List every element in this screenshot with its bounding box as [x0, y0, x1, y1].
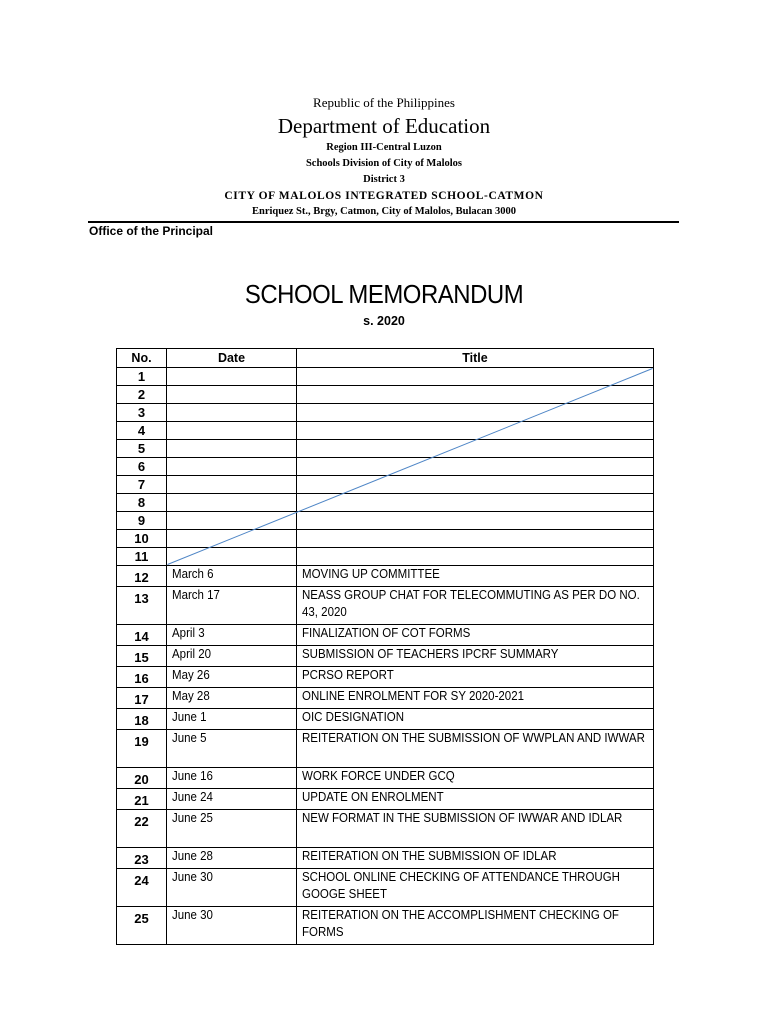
row-title	[297, 730, 654, 768]
row-date-text: June 25	[172, 811, 213, 825]
row-title-text: ONLINE ENROLMENT FOR SY 2020-2021	[302, 689, 524, 703]
table-row	[117, 587, 654, 625]
row-number: 1	[117, 368, 167, 386]
row-date	[167, 494, 297, 512]
row-date	[167, 404, 297, 422]
table-row	[117, 476, 654, 494]
row-number: 21	[117, 789, 167, 810]
row-date	[167, 907, 297, 945]
row-title	[297, 530, 654, 548]
table-row	[117, 907, 654, 945]
row-title	[297, 368, 654, 386]
header-no: No.	[117, 349, 167, 368]
row-date	[167, 458, 297, 476]
row-title-text: NEASS GROUP CHAT FOR TELECOMMUTING AS PER DO NO. 43, 2020	[302, 588, 640, 619]
row-date	[167, 789, 297, 810]
row-title-text: UPDATE ON ENROLMENT	[302, 790, 444, 804]
table-row	[117, 688, 654, 709]
row-date	[167, 422, 297, 440]
table-row	[117, 530, 654, 548]
row-date	[167, 476, 297, 494]
division-line: Schools Division of City of Malolos	[305, 158, 463, 169]
row-title-text: WORK FORCE UNDER GCQ	[302, 769, 455, 783]
row-title	[297, 810, 654, 848]
school-name: CITY OF MALOLOS INTEGRATED SCHOOL-CATMON	[224, 190, 544, 202]
row-title	[297, 667, 654, 688]
row-number: 22	[117, 810, 167, 848]
row-date	[167, 548, 297, 566]
row-title	[297, 440, 654, 458]
table-row	[117, 548, 654, 566]
row-title	[297, 458, 654, 476]
row-title	[297, 566, 654, 587]
row-number: 18	[117, 709, 167, 730]
row-number: 19	[117, 730, 167, 768]
row-title-text: FINALIZATION OF COT FORMS	[302, 626, 471, 640]
row-title	[297, 688, 654, 709]
table-row	[117, 404, 654, 422]
table-row	[117, 440, 654, 458]
row-number: 4	[117, 422, 167, 440]
row-date	[167, 368, 297, 386]
district-line: District 3	[363, 174, 405, 185]
row-date	[167, 646, 297, 667]
row-date	[167, 810, 297, 848]
table-row	[117, 368, 654, 386]
row-date	[167, 625, 297, 646]
row-date	[167, 768, 297, 789]
row-title-text: SCHOOL ONLINE CHECKING OF ATTENDANCE THROUGH GOOGE SHEET	[302, 870, 621, 901]
row-date	[167, 512, 297, 530]
table-row	[117, 386, 654, 404]
department-title: Department of Education	[277, 114, 491, 138]
row-number: 17	[117, 688, 167, 709]
row-date	[167, 587, 297, 625]
row-date-text: April 3	[172, 626, 205, 640]
row-title-text: OIC DESIGNATION	[302, 710, 405, 724]
row-title	[297, 548, 654, 566]
table-row	[117, 566, 654, 587]
row-date	[167, 566, 297, 587]
table-body	[117, 368, 654, 945]
row-title	[297, 907, 654, 945]
row-number: 13	[117, 587, 167, 625]
row-date-text: June 28	[172, 849, 213, 863]
row-date-text: June 24	[172, 790, 213, 804]
row-date	[167, 667, 297, 688]
row-title	[297, 789, 654, 810]
school-address: Enriquez St., Brgy, Catmon, City of Malolos, Bulacan 3000	[252, 206, 516, 217]
row-title	[297, 709, 654, 730]
row-number: 7	[117, 476, 167, 494]
row-date	[167, 730, 297, 768]
table-row	[117, 869, 654, 907]
row-date-text: June 30	[172, 870, 213, 884]
row-date	[167, 386, 297, 404]
row-title-text: MOVING UP COMMITTEE	[302, 567, 440, 581]
row-number: 8	[117, 494, 167, 512]
row-title-text: REITERATION ON THE ACCOMPLISHMENT CHECKING OF FORMS	[302, 908, 619, 939]
row-title	[297, 646, 654, 667]
row-date-text: March 6	[172, 567, 214, 581]
row-date-text: May 28	[172, 689, 210, 703]
row-number: 20	[117, 768, 167, 789]
row-number: 2	[117, 386, 167, 404]
row-date	[167, 688, 297, 709]
row-date	[167, 869, 297, 907]
table-row	[117, 848, 654, 869]
row-number: 14	[117, 625, 167, 646]
table-row	[117, 494, 654, 512]
row-title-text: REITERATION ON THE SUBMISSION OF WWPLAN AND IWWAR	[302, 731, 645, 745]
row-date	[167, 440, 297, 458]
row-title-text: SUBMISSION OF TEACHERS IPCRF SUMMARY	[302, 647, 559, 661]
row-date-text: March 17	[172, 588, 220, 602]
row-number: 12	[117, 566, 167, 587]
row-number: 3	[117, 404, 167, 422]
header-title: Title	[297, 349, 654, 368]
row-number: 16	[117, 667, 167, 688]
row-number: 10	[117, 530, 167, 548]
table-row	[117, 810, 654, 848]
row-date-text: June 5	[172, 731, 207, 745]
row-title-text: NEW FORMAT IN THE SUBMISSION OF IWWAR AND IDLAR	[302, 811, 623, 825]
memo-table-wrapper	[116, 348, 653, 945]
row-number: 5	[117, 440, 167, 458]
office-label: Office of the Principal	[89, 224, 214, 238]
row-title	[297, 848, 654, 869]
row-number: 11	[117, 548, 167, 566]
row-number: 9	[117, 512, 167, 530]
row-date	[167, 530, 297, 548]
memo-table	[116, 348, 654, 945]
table-row	[117, 730, 654, 768]
header-date: Date	[167, 349, 297, 368]
table-row	[117, 709, 654, 730]
row-date-text: April 20	[172, 647, 211, 661]
row-date-text: June 30	[172, 908, 213, 922]
header-divider	[88, 221, 679, 223]
row-title	[297, 422, 654, 440]
table-row	[117, 768, 654, 789]
table-row	[117, 667, 654, 688]
row-number: 24	[117, 869, 167, 907]
row-date	[167, 709, 297, 730]
memo-title: SCHOOL MEMORANDUM	[244, 279, 524, 309]
row-date	[167, 848, 297, 869]
row-title	[297, 386, 654, 404]
row-title	[297, 404, 654, 422]
row-title	[297, 768, 654, 789]
row-title-text: REITERATION ON THE SUBMISSION OF IDLAR	[302, 849, 557, 863]
row-title	[297, 869, 654, 907]
memo-series: s. 2020	[363, 314, 405, 328]
row-title-text: PCRSO REPORT	[302, 668, 394, 682]
table-row	[117, 625, 654, 646]
row-number: 25	[117, 907, 167, 945]
row-title	[297, 512, 654, 530]
row-date-text: May 26	[172, 668, 210, 682]
table-header-row	[117, 349, 654, 368]
table-row	[117, 422, 654, 440]
row-number: 23	[117, 848, 167, 869]
row-date-text: June 16	[172, 769, 213, 783]
table-row	[117, 458, 654, 476]
table-row	[117, 512, 654, 530]
row-date-text: June 1	[172, 710, 207, 724]
republic-line: Republic of the Philippines	[313, 95, 455, 110]
row-title	[297, 476, 654, 494]
table-row	[117, 789, 654, 810]
row-title	[297, 494, 654, 512]
row-number: 15	[117, 646, 167, 667]
row-title	[297, 587, 654, 625]
table-row	[117, 646, 654, 667]
region-line: Region III-Central Luzon	[326, 142, 442, 153]
row-title	[297, 625, 654, 646]
row-number: 6	[117, 458, 167, 476]
